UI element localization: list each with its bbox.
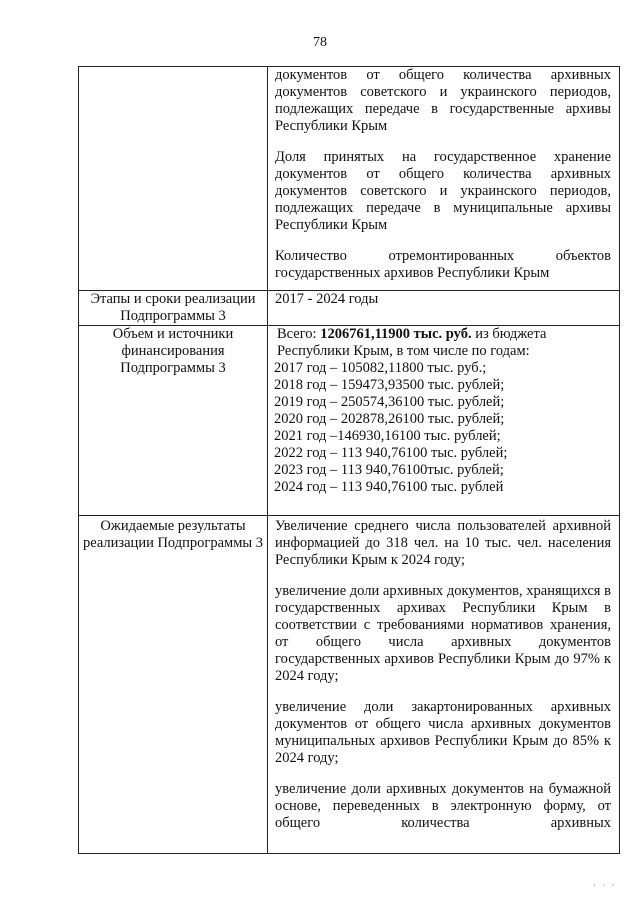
financing-year-2024: 2024 год – 113 940,76100 тыс. рублей: [274, 479, 504, 495]
result-paragraph-1: Увеличение среднего числа пользователей архивной информацией до 318 чел. на 10 тыс. чел. населения Республики Крым к 2024 году;: [275, 518, 611, 568]
financing-total-line2: Республики Крым, в том числе по годам:: [277, 343, 530, 359]
financing-year-2021: 2021 год –146930,16100 тыс. рублей;: [274, 428, 501, 444]
page-number: 78: [313, 35, 327, 50]
result-paragraph-4: увеличение доли архивных документов на бумажной основе, переведенных в электронную форму, от общего количества архивных: [275, 781, 611, 831]
financing-total-amount: 1206761,11900 тыс. руб.: [320, 326, 472, 342]
subprogram-table: [78, 66, 620, 854]
financing-label: Объем и источники финансирования Подпрограммы 3: [79, 326, 268, 516]
table-row-stages: [79, 291, 620, 326]
table-row-results: [79, 516, 620, 854]
stages-value: 2017 - 2024 годы: [275, 291, 379, 307]
row1-paragraph-2: Доля принятых на государственное хранение документов от общего количества архивных документов советского и украинского периодов, подлежащих передаче в муниципальные архивы Республики Крым: [275, 149, 611, 233]
result-paragraph-3: увеличение доли закартонированных архивных документов от общего числа архивных документов муниципальных архивов Республики Крым до 85% к 2024 году;: [275, 699, 611, 766]
stages-label: Этапы и сроки реализации Подпрограммы 3: [79, 291, 268, 326]
results-label: Ожидаемые результаты реализации Подпрограммы 3: [79, 516, 268, 854]
financing-year-2023: 2023 год – 113 940,76100тыс. рублей;: [274, 462, 504, 478]
financing-year-2018: 2018 год – 159473,93500 тыс. рублей;: [274, 377, 505, 393]
results-value-cell: [268, 516, 620, 854]
financing-year-2017: 2017 год – 105082,11800 тыс. руб.;: [274, 360, 487, 376]
financing-year-2020: 2020 год – 202878,26100 тыс. рублей;: [274, 411, 505, 427]
stages-value-cell: [268, 291, 620, 326]
financing-year-2019: 2019 год – 250574,36100 тыс. рублей;: [274, 394, 505, 410]
row1-paragraph-3: Количество отремонтированных объектов государственных архивов Республики Крым: [275, 248, 611, 281]
financing-year-2022: 2022 год – 113 940,76100 тыс. рублей;: [274, 445, 508, 461]
row1-label-cell: [79, 67, 268, 291]
financing-value-cell: [268, 326, 620, 516]
table-row-indicators: [79, 67, 620, 291]
row1-value-cell: [268, 67, 620, 291]
table-row-financing: [79, 326, 620, 516]
scan-artifact-dots: · · ·: [593, 880, 617, 890]
row1-paragraph-1: документов от общего количества архивных документов советского и украинского периодов, подлежащих передаче в государственные архивы Республики Крым: [275, 67, 611, 134]
financing-total: Всего: 1206761,11900 тыс. руб. из бюджета: [277, 326, 547, 342]
result-paragraph-2: увеличение доли архивных документов, хранящихся в государственных архивах Республики Крым в соответствии с требованиями нормативов хранения, от общего числа архивных документов государственных архивов Республики Крым до 97% к 2024 году;: [275, 583, 611, 684]
